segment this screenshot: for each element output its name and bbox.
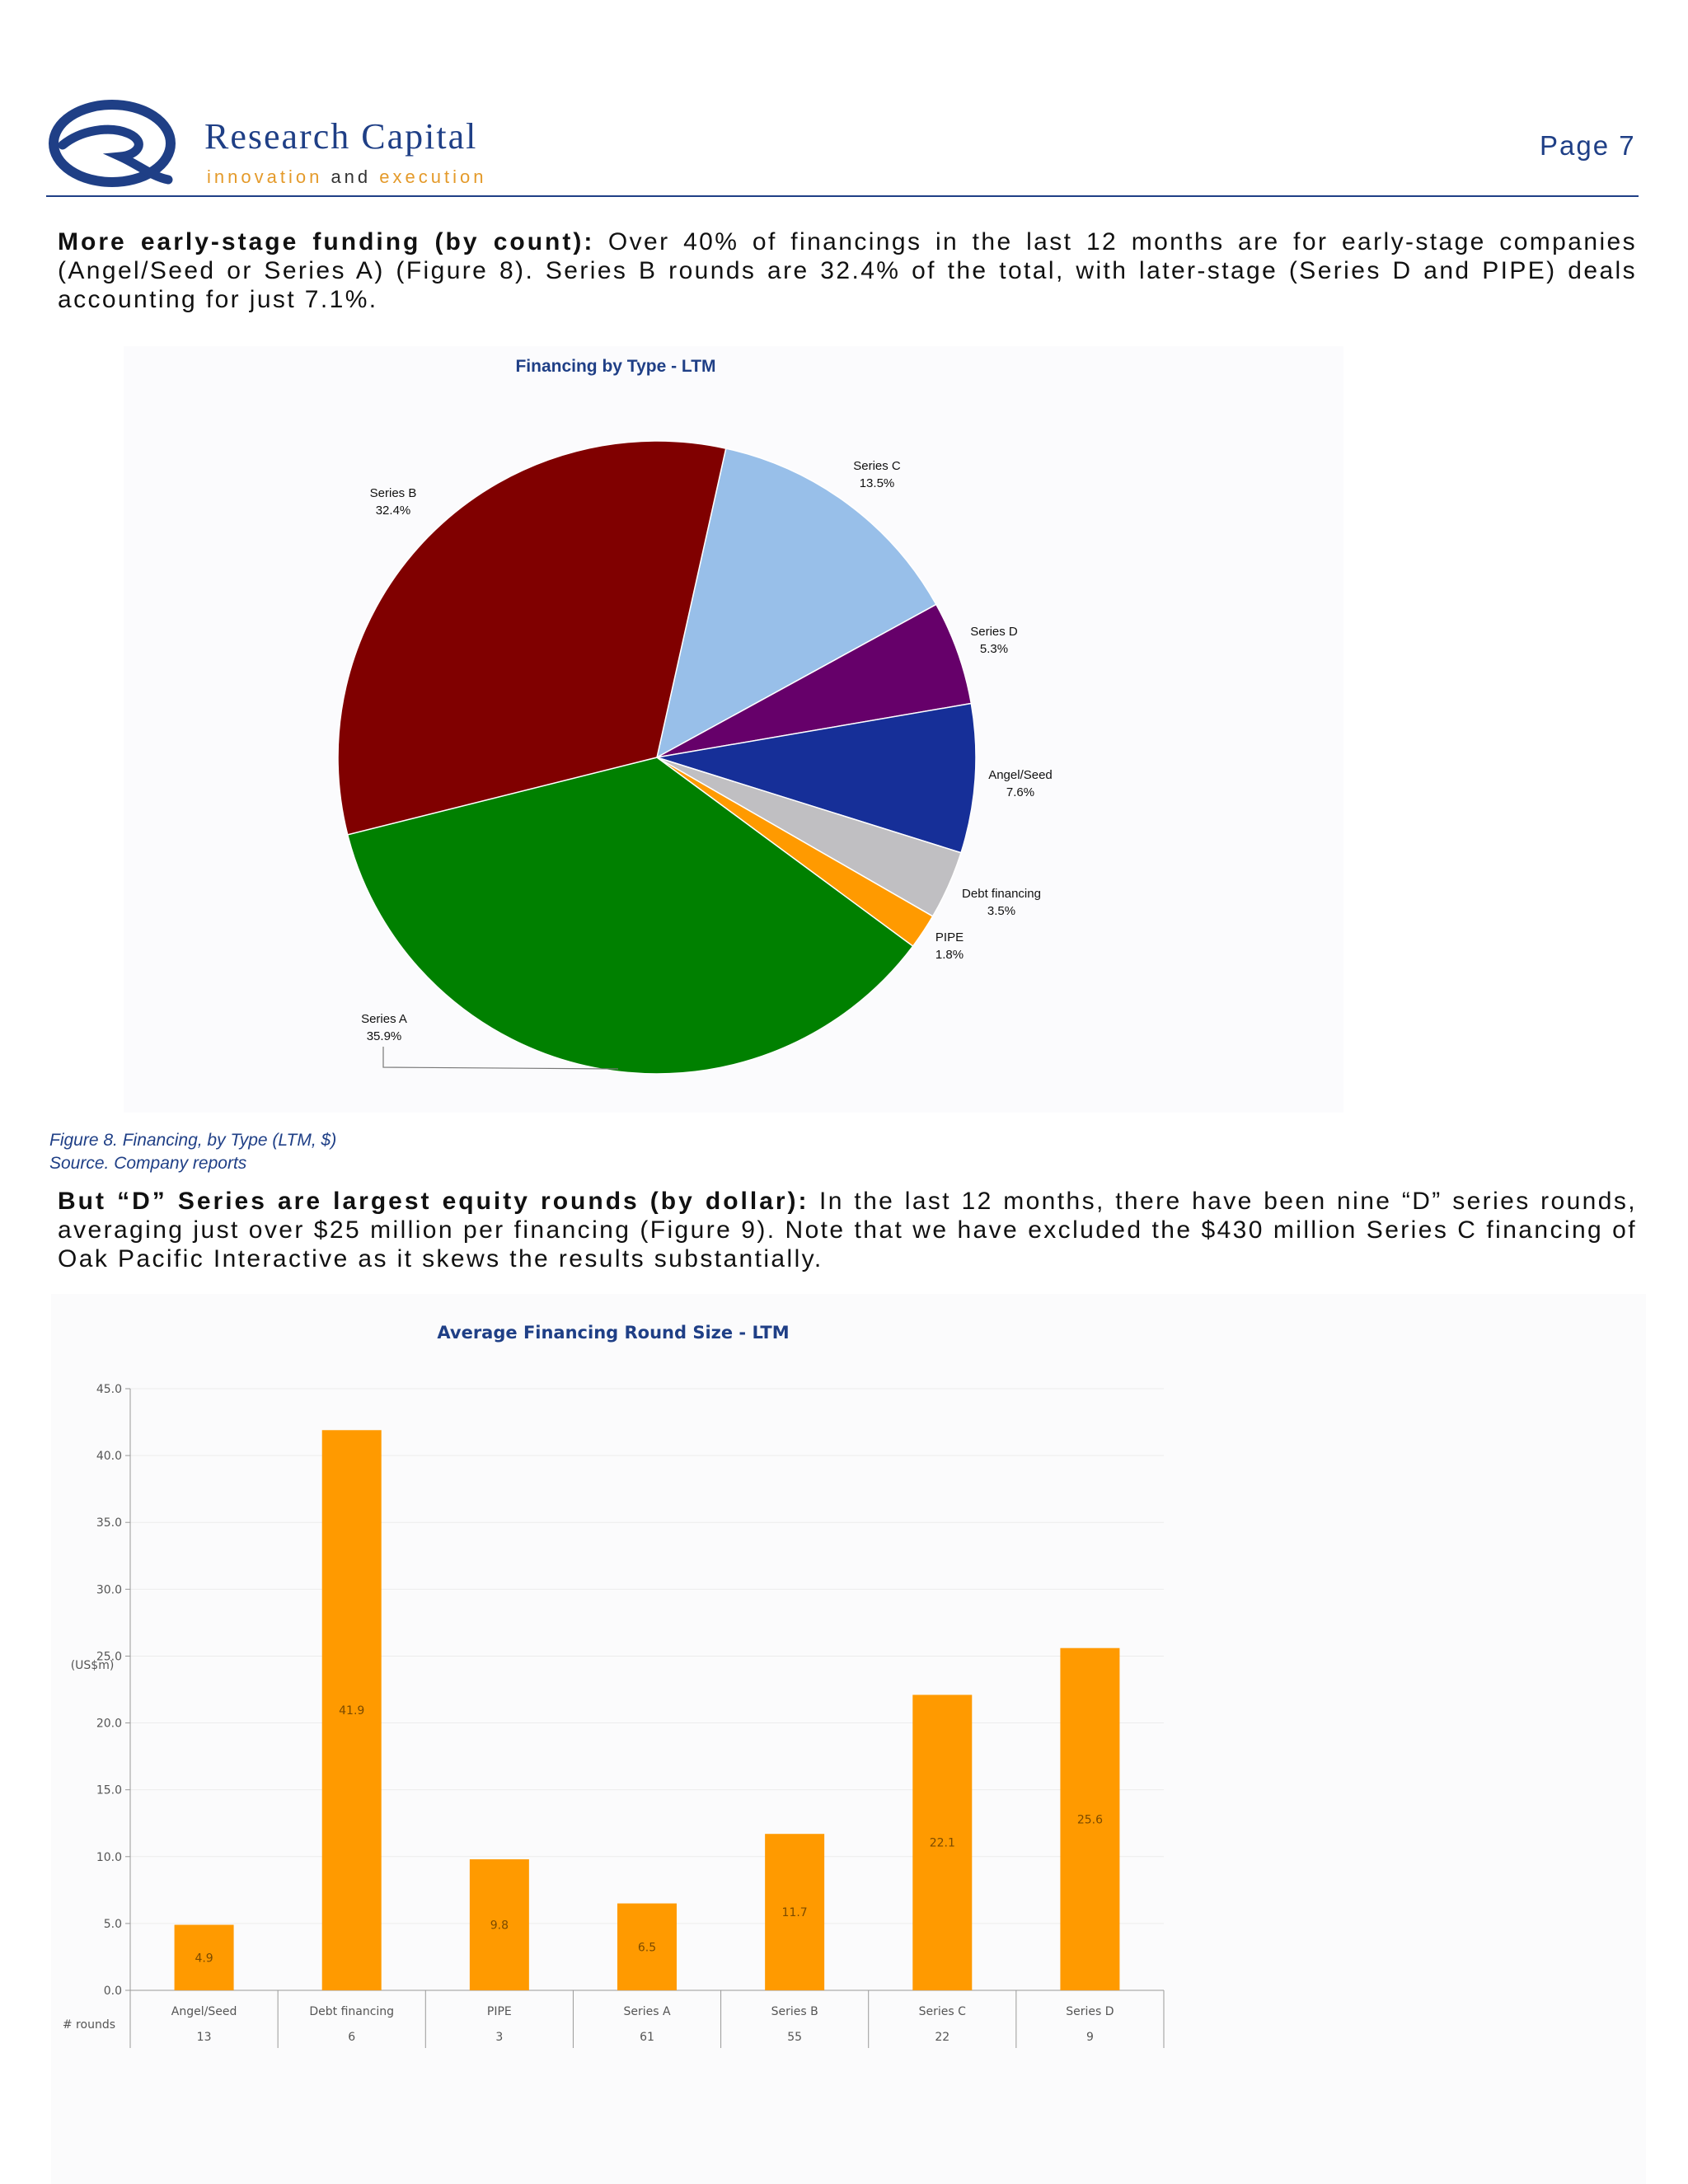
pie-label-value: 1.8%	[935, 948, 964, 962]
pie-label-name: PIPE	[935, 930, 964, 944]
pie-label-value: 5.3%	[979, 642, 1009, 656]
paragraph-body: Over 40% of financings in the last 12 months are for early-stage companies (Angel/Seed or Series A) (Figure 8). Series B rounds are 32.4% of the total, with later-stage (Series D and PIPE) deals accounting for just 7.1%.	[58, 228, 1637, 313]
paragraph-d-series	[58, 1187, 1637, 1273]
x-category-label: Series C	[918, 2005, 966, 2018]
financing-by-type-pie-chart	[124, 346, 1343, 1113]
paragraph-heading: More early-stage funding (by count):	[58, 228, 595, 255]
paragraph-heading: But “D” Series are largest equity rounds (by dollar):	[58, 1188, 809, 1215]
y-tick-label: 25.0	[96, 1650, 122, 1664]
y-tick-label: 45.0	[96, 1383, 122, 1396]
y-tick-label: 40.0	[96, 1450, 122, 1464]
y-tick-label: 20.0	[96, 1717, 122, 1731]
x-category-label: Angel/Seed	[171, 2005, 237, 2018]
pie-label-name: Series C	[853, 459, 901, 473]
tagline-word: innovation	[207, 166, 323, 187]
pie-label-name: Series D	[970, 625, 1018, 639]
pie-label-value: 13.5%	[859, 476, 895, 490]
rounds-count: 6	[348, 2031, 356, 2044]
bar-value-label: 25.6	[1076, 1813, 1104, 1827]
pie-label-name: Debt financing	[962, 887, 1041, 901]
bar-value-label: 4.9	[195, 1952, 213, 1966]
y-tick-label: 10.0	[96, 1850, 122, 1864]
bar-chart-title: Average Financing Round Size - LTM	[437, 1323, 790, 1343]
y-tick-label: 5.0	[103, 1917, 122, 1931]
paragraph-early-stage	[58, 227, 1637, 314]
header-divider	[46, 195, 1639, 197]
tagline-word: execution	[379, 166, 487, 187]
pie-chart-title: Financing by Type - LTM	[515, 357, 716, 376]
rounds-count: 22	[935, 2031, 950, 2044]
pie-label-name: Angel/Seed	[988, 768, 1053, 782]
x-category-label: Series B	[771, 2005, 818, 2018]
rounds-count: 9	[1085, 2031, 1094, 2044]
y-tick-label: 15.0	[96, 1783, 122, 1797]
caption-title: Figure 8. Financing, by Type (LTM, $)	[49, 1131, 337, 1150]
rounds-count: 13	[196, 2031, 212, 2044]
page-number: Page 7	[1540, 130, 1636, 161]
paragraph-body: In the last 12 months, there have been nine “D” series rounds, averaging just over $25 million per financing (Figure 9). Note that we have excluded the $430 million Series C financing of Oak Pacific Interactive as it skews the results substantially.	[58, 1188, 1637, 1272]
bar-value-label: 9.8	[490, 1919, 509, 1933]
pie-label-value: 3.5%	[987, 904, 1016, 918]
pie-label-name: Series A	[361, 1012, 407, 1026]
pie-label-value: 35.9%	[366, 1029, 402, 1043]
x-category-label: Debt financing	[309, 2005, 395, 2018]
x-category-label: Series D	[1066, 2005, 1114, 2018]
pie-label-value: 32.4%	[375, 504, 411, 518]
rounds-count: 61	[640, 2031, 654, 2044]
bar-value-label: 41.9	[339, 1704, 365, 1718]
x-category-label: PIPE	[486, 2005, 512, 2018]
y-tick-label: 35.0	[96, 1516, 122, 1530]
x-category-label: Series A	[623, 2005, 671, 2018]
pie-label-name: Series B	[369, 486, 417, 500]
research-capital-logo-icon	[48, 97, 176, 190]
bar-value-label: 22.1	[929, 1836, 955, 1850]
brand-tagline	[207, 166, 486, 188]
brand-name: Research Capital	[204, 116, 478, 157]
y-tick-label: 0.0	[103, 1985, 122, 1998]
y-tick-label: 30.0	[96, 1583, 122, 1597]
caption-source: Source. Company reports	[49, 1154, 247, 1173]
bar-value-label: 11.7	[781, 1906, 808, 1920]
rounds-count: 55	[787, 2031, 803, 2044]
pie-label-value: 7.6%	[1006, 785, 1035, 799]
bar-value-label: 6.5	[637, 1941, 657, 1955]
rounds-count: 3	[495, 2031, 504, 2044]
tagline-word: and	[331, 166, 372, 187]
average-round-size-bar-chart	[51, 1294, 1646, 2184]
rounds-row-label: # rounds	[62, 2018, 115, 2032]
y-axis-label: (US$m)	[70, 1659, 115, 1672]
figure-8-caption	[49, 1129, 336, 1175]
